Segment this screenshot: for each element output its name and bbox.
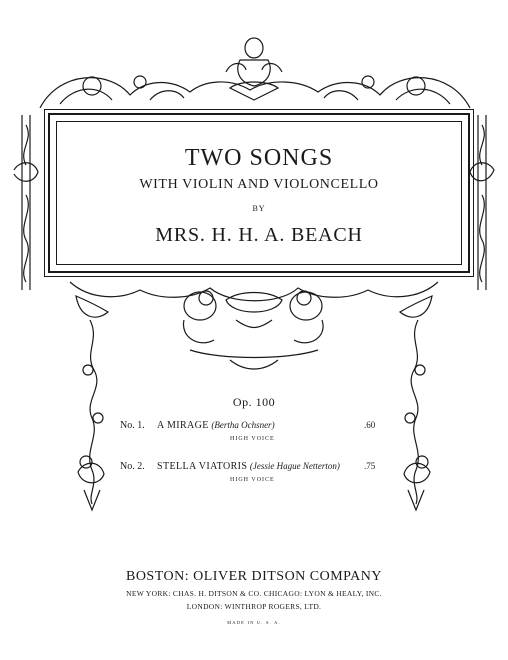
song-price: .75 (364, 461, 376, 471)
song-voice: HIGH VOICE (230, 436, 275, 442)
song-voice: HIGH VOICE (230, 477, 275, 483)
song-number: No. 1. (120, 420, 145, 431)
song-title: STELLA VIATORIS (157, 461, 248, 472)
publisher-branches: NEW YORK: CHAS. H. DITSON & CO. CHICAGO: LYON & HEALY, INC. (126, 589, 382, 598)
song-title-line (157, 461, 340, 472)
page-title: TWO SONGS (184, 145, 334, 171)
by-label: BY (252, 204, 266, 213)
song-entry-1 (120, 420, 380, 450)
song-lyricist: (Jessie Hague Netterton) (249, 461, 340, 471)
title-frame (48, 113, 470, 273)
song-number: No. 2. (120, 461, 145, 472)
publisher-london: LONDON: WINTHROP ROGERS, LTD. (186, 602, 322, 611)
subtitle: WITH VIOLIN AND VIOLONCELLO (139, 177, 379, 192)
song-title-line (157, 420, 275, 431)
song-entry-2 (120, 461, 380, 491)
composer-name: MRS. H. H. A. BEACH (155, 224, 363, 246)
publisher-name: BOSTON: OLIVER DITSON COMPANY (125, 569, 383, 584)
song-title: A MIRAGE (157, 420, 209, 431)
made-in-label: MADE IN U. S. A. (227, 620, 281, 625)
song-price: .60 (364, 420, 376, 430)
opus-number: Op. 100 (232, 395, 276, 409)
song-lyricist: (Bertha Ochsner) (211, 420, 275, 430)
